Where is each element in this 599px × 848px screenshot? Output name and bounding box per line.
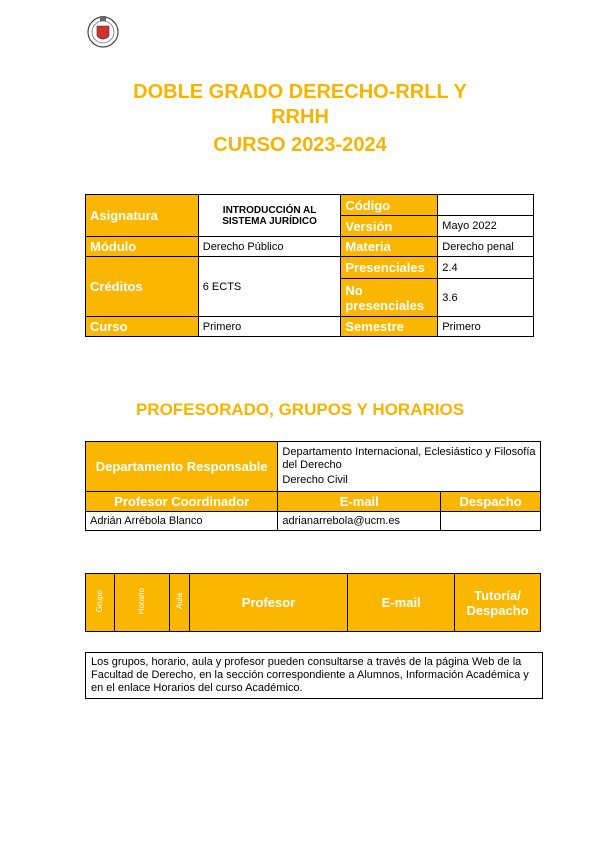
email-header: E-mail — [348, 574, 455, 632]
groups-table — [85, 573, 541, 632]
curso-label: Curso — [86, 317, 199, 337]
presenciales-value: 2.4 — [438, 257, 534, 279]
profesor-header: Profesor — [189, 574, 348, 632]
codigo-label: Código — [341, 195, 438, 216]
aula-header: Aula — [169, 574, 189, 632]
tutoria-header: Tutoría/ Despacho — [455, 574, 541, 632]
version-label: Versión — [341, 216, 438, 237]
no-presenciales-label: No presenciales — [341, 279, 438, 317]
subject-info-table — [85, 194, 534, 337]
email-label: E-mail — [278, 492, 441, 512]
coord-email: adrianarrebola@ucm.es — [278, 512, 441, 531]
university-seal-icon — [86, 12, 120, 52]
presenciales-label: Presenciales — [341, 257, 438, 279]
creditos-label: Créditos — [86, 257, 199, 317]
coord-name: Adrián Arrébola Blanco — [86, 512, 278, 531]
semestre-value: Primero — [438, 317, 534, 337]
modulo-label: Módulo — [86, 237, 199, 257]
modulo-value: Derecho Público — [198, 237, 341, 257]
asignatura-value: INTRODUCCIÓN AL SISTEMA JURÍDICO — [198, 195, 341, 237]
program-title: DOBLE GRADO DERECHO-RRLL Y RRHH — [133, 81, 467, 128]
coord-despacho — [441, 512, 541, 531]
codigo-value — [438, 195, 534, 216]
despacho-label: Despacho — [441, 492, 541, 512]
no-presenciales-value: 3.6 — [438, 279, 534, 317]
coord-label: Profesor Coordinador — [86, 492, 278, 512]
dept-label: Departamento Responsable — [86, 442, 278, 492]
department-table — [85, 441, 541, 531]
asignatura-label: Asignatura — [86, 195, 199, 237]
course-year-title: CURSO 2023-2024 — [213, 134, 387, 156]
curso-value: Primero — [198, 317, 341, 337]
dept-value: Departamento Internacional, Eclesiástico y Filosofía del Derecho Derecho Civil — [278, 442, 541, 492]
materia-value: Derecho penal — [438, 237, 534, 257]
horario-header: Horario — [114, 574, 169, 632]
grupo-header: Grupo — [86, 574, 115, 632]
semestre-label: Semestre — [341, 317, 438, 337]
materia-label: Materia — [341, 237, 438, 257]
section-title: PROFESORADO, GRUPOS Y HORARIOS — [135, 400, 465, 419]
version-value: Mayo 2022 — [438, 216, 534, 237]
schedule-note: Los grupos, horario, aula y profesor pueden consultarse a través de la página Web de la Facultad de Derecho, en la sección correspondiente a Alumnos, Información Académica y en el enlace Horarios del curso Académico. — [85, 652, 543, 699]
creditos-value: 6 ECTS — [198, 257, 341, 317]
